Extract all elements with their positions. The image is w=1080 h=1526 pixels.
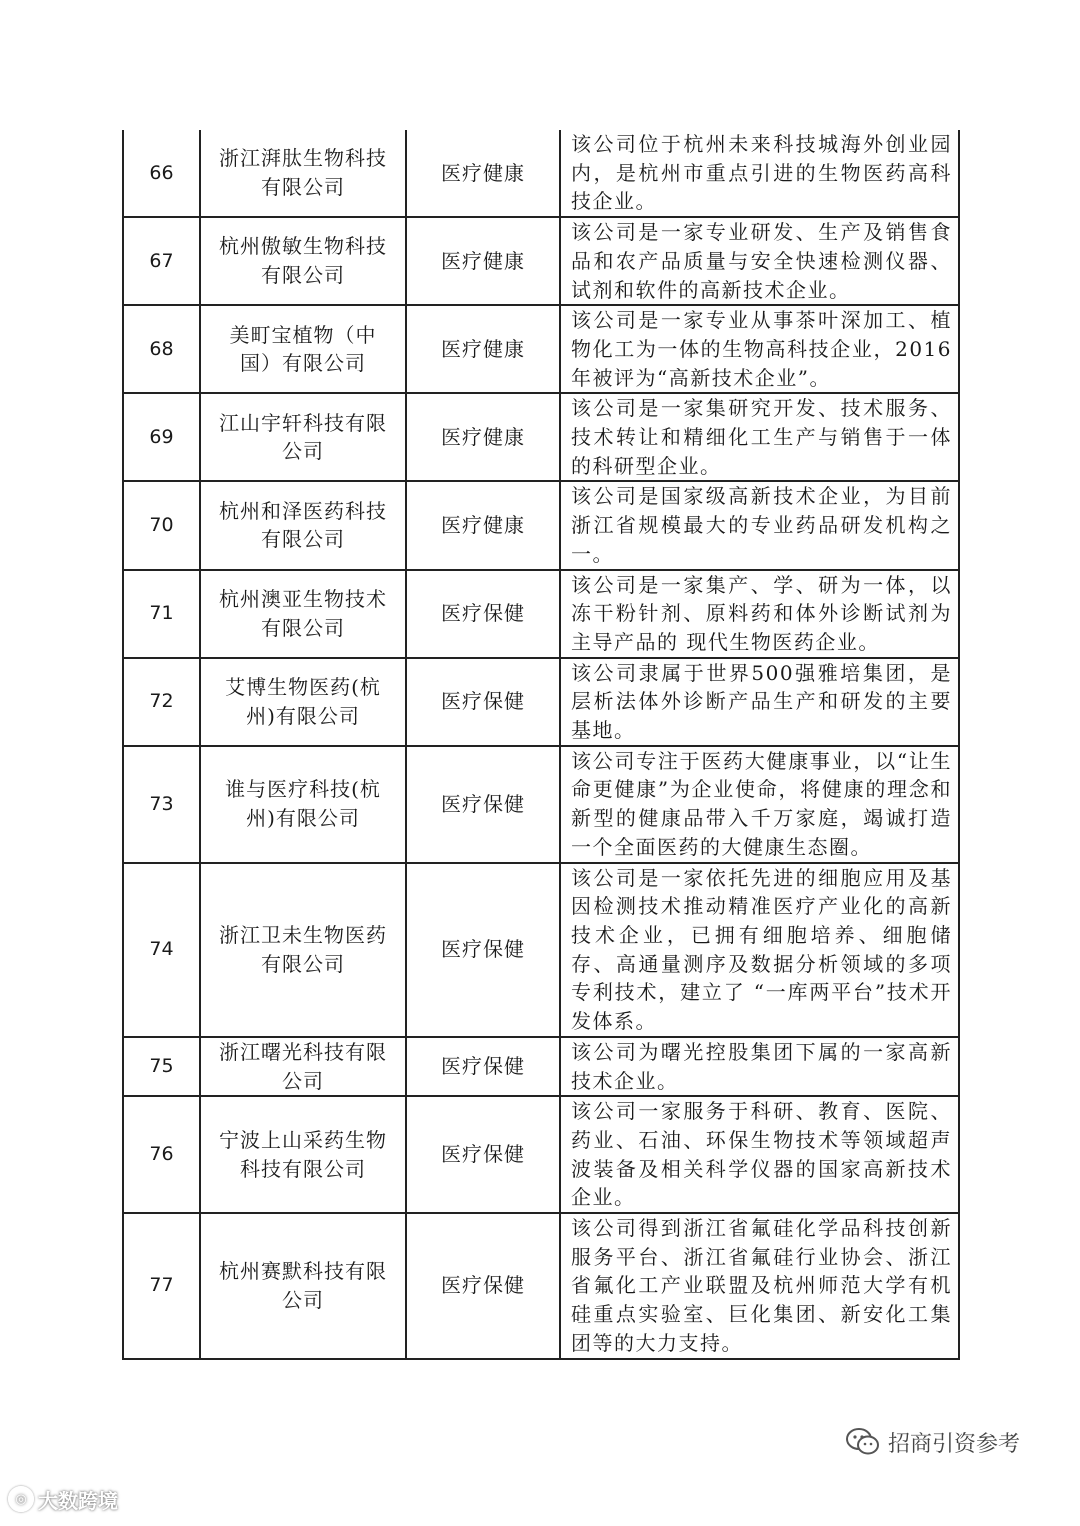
row-number: 67 bbox=[123, 217, 200, 305]
industry: 医疗保健 bbox=[406, 658, 560, 746]
table-row bbox=[123, 1096, 959, 1213]
source-watermark bbox=[8, 1484, 118, 1514]
industry: 医疗保健 bbox=[406, 570, 560, 658]
company-name: 江山宇轩科技有限公司 bbox=[200, 393, 406, 481]
industry: 医疗保健 bbox=[406, 746, 560, 863]
wechat-watermark bbox=[846, 1424, 1020, 1460]
company-description: 该公司是一家专业从事茶叶深加工、植物化工为一体的生物高科技企业，2016年被评为“高新技术企业”。 bbox=[560, 305, 959, 393]
row-number: 74 bbox=[123, 863, 200, 1037]
company-name: 浙江卫未生物医药有限公司 bbox=[200, 863, 406, 1037]
industry: 医疗保健 bbox=[406, 1096, 560, 1213]
source-watermark-text: 大数跨境 bbox=[38, 1488, 118, 1513]
company-description: 该公司是一家集研究开发、技术服务、技术转让和精细化工生产与销售于一体的科研型企业。 bbox=[560, 393, 959, 481]
industry: 医疗健康 bbox=[406, 305, 560, 393]
row-number: 71 bbox=[123, 570, 200, 658]
row-number: 75 bbox=[123, 1037, 200, 1096]
company-description: 该公司专注于医药大健康事业，以“让生命更健康”为企业使命，将健康的理念和新型的健康品带入千万家庭，竭诚打造一个全面医药的大健康生态圈。 bbox=[560, 746, 959, 863]
row-number: 76 bbox=[123, 1096, 200, 1213]
company-name: 浙江曙光科技有限公司 bbox=[200, 1037, 406, 1096]
table-row bbox=[123, 746, 959, 863]
company-name: 宁波上山采药生物科技有限公司 bbox=[200, 1096, 406, 1213]
company-description: 该公司得到浙江省氟硅化学品科技创新服务平台、浙江省氟硅行业协会、浙江省氟化工产业联盟及杭州师范大学有机硅重点实验室、巨化集团、新安化工集团等的大力支持。 bbox=[560, 1213, 959, 1359]
table-row bbox=[123, 1213, 959, 1359]
industry: 医疗保健 bbox=[406, 1213, 560, 1359]
row-number: 77 bbox=[123, 1213, 200, 1359]
company-description: 该公司为曙光控股集团下属的一家高新技术企业。 bbox=[560, 1037, 959, 1096]
company-name: 杭州傲敏生物科技有限公司 bbox=[200, 217, 406, 305]
company-description: 该公司是国家级高新技术企业，为目前浙江省规模最大的专业药品研发机构之一。 bbox=[560, 481, 959, 569]
brand-logo-icon: ◎ bbox=[8, 1486, 34, 1512]
industry: 医疗健康 bbox=[406, 130, 560, 217]
industry: 医疗健康 bbox=[406, 481, 560, 569]
table-row bbox=[123, 863, 959, 1037]
row-number: 69 bbox=[123, 393, 200, 481]
wechat-account-name: 招商引资参考 bbox=[888, 1431, 1021, 1457]
company-table-container bbox=[122, 130, 958, 1360]
table-row bbox=[123, 217, 959, 305]
company-name: 杭州澳亚生物技术有限公司 bbox=[200, 570, 406, 658]
company-description: 该公司一家服务于科研、教育、医院、药业、石油、环保生物技术等领域超声波装备及相关科学仪器的国家高新技术企业。 bbox=[560, 1096, 959, 1213]
industry: 医疗保健 bbox=[406, 863, 560, 1037]
industry: 医疗健康 bbox=[406, 393, 560, 481]
industry: 医疗保健 bbox=[406, 1037, 560, 1096]
row-number: 72 bbox=[123, 658, 200, 746]
table-row bbox=[123, 393, 959, 481]
company-name: 艾博生物医药(杭州)有限公司 bbox=[200, 658, 406, 746]
company-name: 杭州和泽医药科技有限公司 bbox=[200, 481, 406, 569]
company-table bbox=[122, 130, 960, 1360]
row-number: 66 bbox=[123, 130, 200, 217]
company-description: 该公司是一家专业研发、生产及销售食品和农产品质量与安全快速检测仪器、试剂和软件的高新技术企业。 bbox=[560, 217, 959, 305]
table-row bbox=[123, 658, 959, 746]
row-number: 68 bbox=[123, 305, 200, 393]
company-description: 该公司隶属于世界500强雅培集团，是层析法体外诊断产品生产和研发的主要基地。 bbox=[560, 658, 959, 746]
wechat-icon bbox=[846, 1427, 880, 1457]
table-row bbox=[123, 481, 959, 569]
row-number: 73 bbox=[123, 746, 200, 863]
company-name: 美町宝植物（中国）有限公司 bbox=[200, 305, 406, 393]
table-row bbox=[123, 1037, 959, 1096]
company-description: 该公司是一家依托先进的细胞应用及基因检测技术推动精准医疗产业化的高新技术企业，已拥有细胞培养、细胞储存、高通量测序及数据分析领域的多项专利技术，建立了 “一库两平台”技术开发体系。 bbox=[560, 863, 959, 1037]
company-name: 谁与医疗科技(杭州)有限公司 bbox=[200, 746, 406, 863]
company-name: 浙江湃肽生物科技有限公司 bbox=[200, 130, 406, 217]
table-row bbox=[123, 130, 959, 217]
table-row bbox=[123, 570, 959, 658]
company-description: 该公司位于杭州未来科技城海外创业园内，是杭州市重点引进的生物医药高科技企业。 bbox=[560, 130, 959, 217]
table-row bbox=[123, 305, 959, 393]
industry: 医疗健康 bbox=[406, 217, 560, 305]
company-name: 杭州赛默科技有限公司 bbox=[200, 1213, 406, 1359]
row-number: 70 bbox=[123, 481, 200, 569]
company-description: 该公司是一家集产、学、研为一体，以冻干粉针剂、原料药和体外诊断试剂为主导产品的 现代生物医药企业。 bbox=[560, 570, 959, 658]
